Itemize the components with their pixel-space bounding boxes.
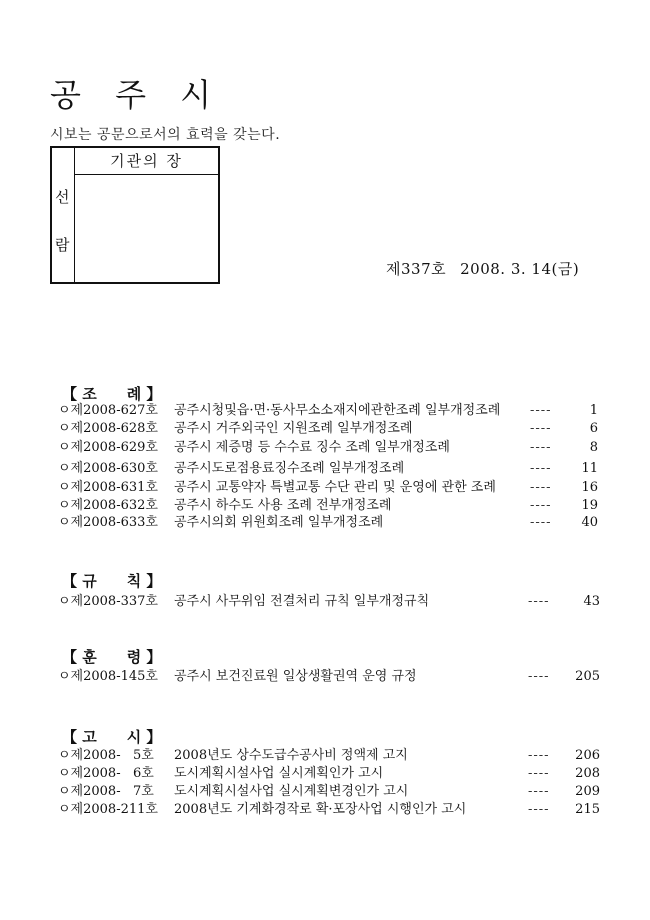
issue-number: 제337호 — [386, 260, 447, 278]
toc-row[interactable] — [58, 668, 600, 686]
toc-number: ㅇ제2008-633호 — [58, 515, 158, 530]
toc-number: ㅇ제2008- 6호 — [58, 766, 154, 781]
toc-number: ㅇ제2008-627호 — [58, 403, 158, 418]
toc-page: 209 — [575, 784, 600, 799]
toc-title: 공주시의회 위원회조례 일부개정조례 — [174, 515, 384, 530]
toc-page: 11 — [581, 461, 598, 476]
approval-side-label-top: 선 — [55, 188, 70, 206]
toc-number: ㅇ제2008- 5호 — [58, 748, 154, 763]
page-title: 공 주 시 — [50, 76, 224, 114]
toc-page: 40 — [581, 515, 598, 530]
toc-number: ㅇ제2008-337호 — [58, 594, 158, 609]
toc-title: 2008년도 상수도급수공사비 정액제 고지 — [174, 748, 408, 763]
toc-leader: ---- — [528, 802, 550, 817]
approval-side-column — [52, 148, 75, 282]
legal-effect-notice: 시보는 공문으로서의 효력을 갖는다. — [50, 127, 281, 143]
toc-page: 206 — [575, 748, 600, 763]
toc-row[interactable] — [58, 783, 600, 801]
toc-row[interactable] — [58, 420, 598, 438]
toc-number: ㅇ제2008- 7호 — [58, 784, 154, 799]
toc-number: ㅇ제2008-630호 — [58, 461, 158, 476]
toc-page: 215 — [575, 802, 600, 817]
toc-leader: ---- — [530, 515, 552, 530]
toc-page: 1 — [589, 403, 598, 418]
section-heading-rules: 【 규 칙 】 — [62, 572, 162, 590]
toc-page: 16 — [581, 480, 598, 495]
toc-title: 2008년도 기계화경작로 확·포장사업 시행인가 고시 — [174, 802, 467, 817]
toc-leader: ---- — [530, 480, 552, 495]
toc-row[interactable] — [58, 439, 598, 457]
toc-title: 공주시도로점용료징수조례 일부개정조례 — [174, 461, 405, 476]
toc-number: ㅇ제2008-629호 — [58, 440, 158, 455]
toc-number: ㅇ제2008-145호 — [58, 669, 158, 684]
toc-leader: ---- — [530, 421, 552, 436]
approval-box — [50, 146, 220, 284]
toc-row[interactable] — [58, 497, 598, 515]
toc-page: 205 — [575, 669, 600, 684]
toc-title: 공주시 교통약자 특별교통 수단 관리 및 운영에 관한 조례 — [174, 480, 496, 495]
toc-number: ㅇ제2008-631호 — [58, 480, 158, 495]
toc-title: 공주시 보건진료원 일상생활권역 운영 규정 — [174, 669, 417, 684]
toc-leader: ---- — [530, 440, 552, 455]
toc-row[interactable] — [58, 765, 600, 783]
toc-number: ㅇ제2008-211호 — [58, 802, 158, 817]
toc-row[interactable] — [58, 479, 598, 497]
toc-row[interactable] — [58, 402, 598, 420]
section-heading-ordinances: 【 조 례 】 — [62, 385, 162, 403]
toc-page: 43 — [583, 594, 600, 609]
toc-leader: ---- — [528, 784, 550, 799]
toc-row[interactable] — [58, 514, 598, 532]
toc-page: 8 — [589, 440, 598, 455]
toc-leader: ---- — [530, 461, 552, 476]
issue-date: 2008. 3. 14(금) — [460, 260, 580, 278]
issue-info — [386, 258, 579, 279]
toc-leader: ---- — [530, 498, 552, 513]
toc-page: 6 — [589, 421, 598, 436]
toc-title: 공주시 제증명 등 수수료 징수 조례 일부개정조례 — [174, 440, 450, 455]
approval-column-header: 기관의 장 — [75, 148, 218, 175]
toc-leader: ---- — [528, 594, 550, 609]
section-heading-notices: 【 고 시 】 — [62, 728, 162, 746]
toc-title: 공주시 하수도 사용 조례 전부개정조례 — [174, 498, 392, 513]
toc-title: 도시계획시설사업 실시계획변경인가 고시 — [174, 784, 409, 799]
toc-page: 19 — [581, 498, 598, 513]
approval-side-label-bottom: 람 — [55, 236, 70, 254]
toc-row[interactable] — [58, 801, 600, 819]
toc-number: ㅇ제2008-628호 — [58, 421, 158, 436]
toc-number: ㅇ제2008-632호 — [58, 498, 158, 513]
toc-leader: ---- — [528, 766, 550, 781]
toc-leader: ---- — [528, 748, 550, 763]
toc-row[interactable] — [58, 460, 598, 478]
toc-row[interactable] — [58, 593, 600, 611]
section-heading-directives: 【 훈 령 】 — [62, 648, 162, 666]
toc-leader: ---- — [528, 669, 550, 684]
toc-title: 도시계획시설사업 실시계획인가 고시 — [174, 766, 384, 781]
toc-title: 공주시 사무위임 전결처리 규칙 일부개정규칙 — [174, 594, 430, 609]
toc-title: 공주시청및읍·면·동사무소소재지에관한조례 일부개정조례 — [174, 403, 501, 418]
toc-page: 208 — [575, 766, 600, 781]
toc-title: 공주시 거주외국인 지원조례 일부개정조례 — [174, 421, 413, 436]
toc-leader: ---- — [530, 403, 552, 418]
toc-row[interactable] — [58, 747, 600, 765]
